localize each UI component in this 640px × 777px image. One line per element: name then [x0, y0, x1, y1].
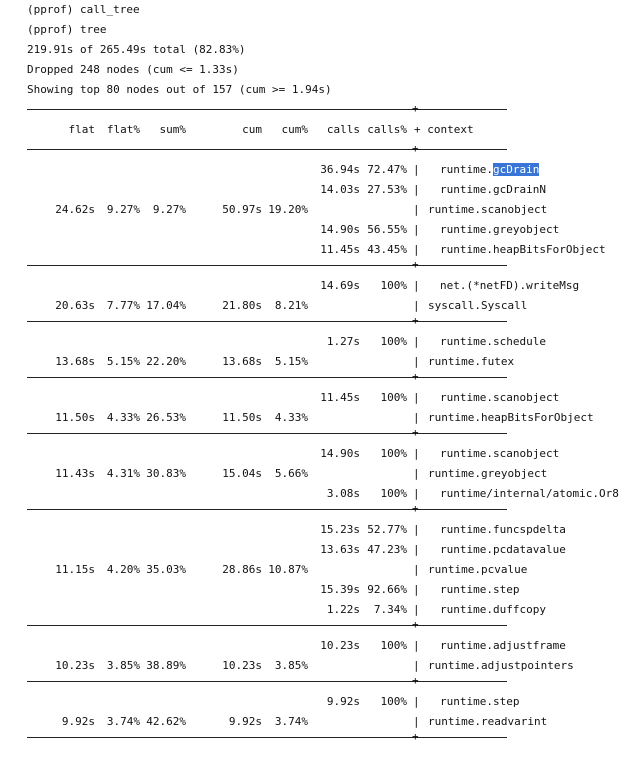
node-bar: |	[413, 411, 420, 424]
context-function[interactable]: duffcopy	[492, 603, 546, 616]
caller-row-context	[440, 639, 566, 653]
context-package: runtime.	[440, 391, 493, 404]
node-flat-pct: 7.77%	[106, 299, 140, 312]
caller-row-calls: 15.23s	[320, 523, 360, 536]
context-package: runtime.	[440, 223, 493, 236]
context-function[interactable]: scanobject	[492, 447, 560, 460]
caller-row-bar: |	[413, 447, 420, 460]
callee-row-bar: |	[413, 243, 420, 256]
separator-rule	[27, 149, 507, 150]
console-line-showing: Showing top 80 nodes out of 157 (cum >= 1.94s)	[27, 83, 332, 96]
caller-row-context	[440, 335, 546, 349]
context-function[interactable]: adjustframe	[492, 639, 566, 652]
node-sum-pct: 26.53%	[146, 411, 186, 424]
separator-junction: +	[412, 502, 419, 515]
callee-row-bar: |	[413, 223, 420, 236]
header-cum: cum	[242, 123, 262, 136]
caller-row-calls-pct: 47.23%	[367, 543, 407, 556]
context-function[interactable]: pcdatavalue	[492, 543, 566, 556]
callee-row-context	[440, 603, 546, 617]
separator-junction: +	[412, 618, 419, 631]
node-function: syscall.Syscall	[428, 299, 528, 312]
caller-row-bar: |	[413, 163, 420, 176]
node-function: runtime.adjustpointers	[428, 659, 574, 672]
context-package: runtime.	[440, 695, 493, 708]
node-flat: 11.15s	[55, 563, 95, 576]
header-sum-pct: sum%	[159, 123, 186, 136]
node-flat: 20.63s	[55, 299, 95, 312]
caller-row-calls: 1.27s	[326, 335, 360, 348]
node-cum: 11.50s	[222, 411, 262, 424]
node-flat: 24.62s	[55, 203, 95, 216]
separator-junction: +	[412, 314, 419, 327]
callee-row-calls: 14.90s	[320, 223, 360, 236]
caller-row-context	[440, 447, 559, 461]
context-package: runtime.	[440, 183, 493, 196]
node-function: runtime.futex	[428, 355, 515, 368]
node-bar: |	[413, 659, 420, 672]
caller-row-calls: 36.94s	[320, 163, 360, 176]
caller-row-calls: 13.63s	[320, 543, 360, 556]
caller-row-context	[440, 279, 579, 293]
node-cum-pct: 3.85%	[274, 659, 308, 672]
context-function[interactable]: greyobject	[492, 223, 560, 236]
callee-row-calls-pct: 56.55%	[367, 223, 407, 236]
separator-rule	[27, 109, 507, 110]
context-package: runtime.	[440, 523, 493, 536]
node-function: runtime.heapBitsForObject	[428, 411, 594, 424]
node-bar: |	[413, 355, 420, 368]
caller-row-calls-pct: 100%	[380, 695, 407, 708]
node-bar: |	[413, 563, 420, 576]
node-flat-pct: 4.31%	[106, 467, 140, 480]
caller-row-bar: |	[413, 391, 420, 404]
node-cum: 15.04s	[222, 467, 262, 480]
context-function[interactable]: step	[492, 583, 520, 596]
caller-row-calls: 10.23s	[320, 639, 360, 652]
callee-row-bar: |	[413, 487, 420, 500]
console-line-total: 219.91s of 265.49s total (82.83%)	[27, 43, 246, 56]
node-cum: 10.23s	[222, 659, 262, 672]
context-function[interactable]: funcspdelta	[492, 523, 566, 536]
header-flat-pct: flat%	[106, 123, 140, 136]
node-flat-pct: 5.15%	[106, 355, 140, 368]
node-cum-pct: 19.20%	[268, 203, 308, 216]
separator-rule	[27, 681, 507, 682]
node-cum: 50.97s	[222, 203, 262, 216]
header-calls: calls	[326, 123, 360, 136]
caller-row-calls-pct: 100%	[380, 391, 407, 404]
node-function: runtime.greyobject	[428, 467, 548, 480]
separator-junction: +	[412, 426, 419, 439]
caller-row-calls-pct: 100%	[380, 279, 407, 292]
context-function[interactable]: schedule	[492, 335, 546, 348]
context-function[interactable]: gcDrainN	[492, 183, 546, 196]
node-flat: 10.23s	[55, 659, 95, 672]
callee-row-calls-pct: 92.66%	[367, 583, 407, 596]
node-cum: 21.80s	[222, 299, 262, 312]
caller-row-calls-pct: 100%	[380, 447, 407, 460]
caller-row-bar: |	[413, 639, 420, 652]
node-sum-pct: 35.03%	[146, 563, 186, 576]
context-package: runtime.	[440, 163, 493, 176]
caller-row-calls: 14.90s	[320, 447, 360, 460]
caller-row-context	[440, 695, 519, 709]
header-cum-pct: cum%	[281, 123, 308, 136]
context-function[interactable]: scanobject	[492, 391, 560, 404]
callee-row-context	[440, 243, 606, 257]
context-package: runtime.	[440, 243, 493, 256]
context-package: runtime.	[440, 335, 493, 348]
console-line-command-call-tree: (pprof) call_tree	[27, 3, 140, 16]
callee-row-calls-pct: 7.34%	[373, 603, 407, 616]
node-cum: 9.92s	[228, 715, 262, 728]
node-flat: 9.92s	[61, 715, 95, 728]
caller-row-context	[440, 543, 566, 557]
callee-row-calls-pct: 43.45%	[367, 243, 407, 256]
node-flat-pct: 4.33%	[106, 411, 140, 424]
node-sum-pct: 9.27%	[152, 203, 186, 216]
separator-junction: +	[412, 730, 419, 743]
caller-row-bar: |	[413, 279, 420, 292]
node-bar: |	[413, 715, 420, 728]
node-sum-pct: 22.20%	[146, 355, 186, 368]
caller-row-calls: 14.69s	[320, 279, 360, 292]
separator-rule	[27, 321, 507, 322]
context-function[interactable]: heapBitsForObject	[492, 243, 606, 256]
caller-row-calls-pct: 100%	[380, 639, 407, 652]
caller-row-calls-pct: 52.77%	[367, 523, 407, 536]
context-function[interactable]: step	[492, 695, 520, 708]
caller-row-bar: |	[413, 543, 420, 556]
node-flat-pct: 9.27%	[106, 203, 140, 216]
context-package: runtime.	[440, 447, 493, 460]
node-sum-pct: 42.62%	[146, 715, 186, 728]
caller-row-calls: 11.45s	[320, 391, 360, 404]
caller-row-context	[440, 523, 566, 537]
callee-row-calls: 1.22s	[326, 603, 360, 616]
caller-row-bar: |	[413, 335, 420, 348]
caller-row-calls: 14.03s	[320, 183, 360, 196]
caller-row-context	[440, 391, 559, 405]
context-function[interactable]: (*netFD).writeMsg	[466, 279, 580, 292]
context-function[interactable]: atomic.Or8	[552, 487, 619, 500]
caller-row-calls-pct: 100%	[380, 335, 407, 348]
header-context: + context	[414, 123, 474, 136]
header-calls-pct: calls%	[367, 123, 407, 136]
callee-row-context	[440, 223, 559, 237]
callee-row-calls-pct: 100%	[380, 487, 407, 500]
caller-row-bar: |	[413, 523, 420, 536]
separator-junction: +	[412, 674, 419, 687]
node-cum-pct: 3.74%	[274, 715, 308, 728]
node-cum-pct: 5.66%	[274, 467, 308, 480]
node-cum-pct: 10.87%	[268, 563, 308, 576]
node-flat: 13.68s	[55, 355, 95, 368]
node-bar: |	[413, 299, 420, 312]
context-package: runtime.	[440, 603, 493, 616]
separator-rule	[27, 433, 507, 434]
caller-row-calls-pct: 72.47%	[367, 163, 407, 176]
node-cum: 28.86s	[222, 563, 262, 576]
separator-junction: +	[412, 102, 419, 115]
separator-junction: +	[412, 370, 419, 383]
caller-row-context	[440, 183, 546, 197]
node-cum-pct: 5.15%	[274, 355, 308, 368]
caller-row-context	[440, 163, 539, 177]
node-sum-pct: 38.89%	[146, 659, 186, 672]
context-package: runtime.	[440, 583, 493, 596]
node-function: runtime.pcvalue	[428, 563, 528, 576]
separator-junction: +	[412, 258, 419, 271]
separator-rule	[27, 265, 507, 266]
selected-function-name[interactable]: gcDrain	[492, 163, 540, 176]
header-flat: flat	[68, 123, 95, 136]
separator-rule	[27, 625, 507, 626]
caller-row-bar: |	[413, 183, 420, 196]
context-package: runtime.	[440, 543, 493, 556]
node-sum-pct: 17.04%	[146, 299, 186, 312]
node-function: runtime.scanobject	[428, 203, 548, 216]
node-cum-pct: 8.21%	[274, 299, 308, 312]
caller-row-calls: 9.92s	[326, 695, 360, 708]
callee-row-calls: 3.08s	[326, 487, 360, 500]
node-flat-pct: 3.85%	[106, 659, 140, 672]
separator-rule	[27, 377, 507, 378]
callee-row-context	[440, 583, 519, 597]
callee-row-context	[440, 487, 619, 501]
caller-row-calls-pct: 27.53%	[367, 183, 407, 196]
callee-row-calls: 15.39s	[320, 583, 360, 596]
node-sum-pct: 30.83%	[146, 467, 186, 480]
node-cum-pct: 4.33%	[274, 411, 308, 424]
caller-row-bar: |	[413, 695, 420, 708]
node-flat-pct: 4.20%	[106, 563, 140, 576]
callee-row-calls: 11.45s	[320, 243, 360, 256]
context-package: net.	[440, 279, 467, 292]
node-function: runtime.readvarint	[428, 715, 548, 728]
node-cum: 13.68s	[222, 355, 262, 368]
callee-row-bar: |	[413, 603, 420, 616]
context-package: runtime/internal/	[440, 487, 553, 500]
node-flat-pct: 3.74%	[106, 715, 140, 728]
node-flat: 11.43s	[55, 467, 95, 480]
node-flat: 11.50s	[55, 411, 95, 424]
separator-rule	[27, 509, 507, 510]
node-bar: |	[413, 467, 420, 480]
separator-rule	[27, 737, 507, 738]
callee-row-bar: |	[413, 583, 420, 596]
console-line-dropped: Dropped 248 nodes (cum <= 1.33s)	[27, 63, 239, 76]
context-package: runtime.	[440, 639, 493, 652]
console-line-command-tree: (pprof) tree	[27, 23, 107, 36]
node-bar: |	[413, 203, 420, 216]
separator-junction: +	[412, 142, 419, 155]
